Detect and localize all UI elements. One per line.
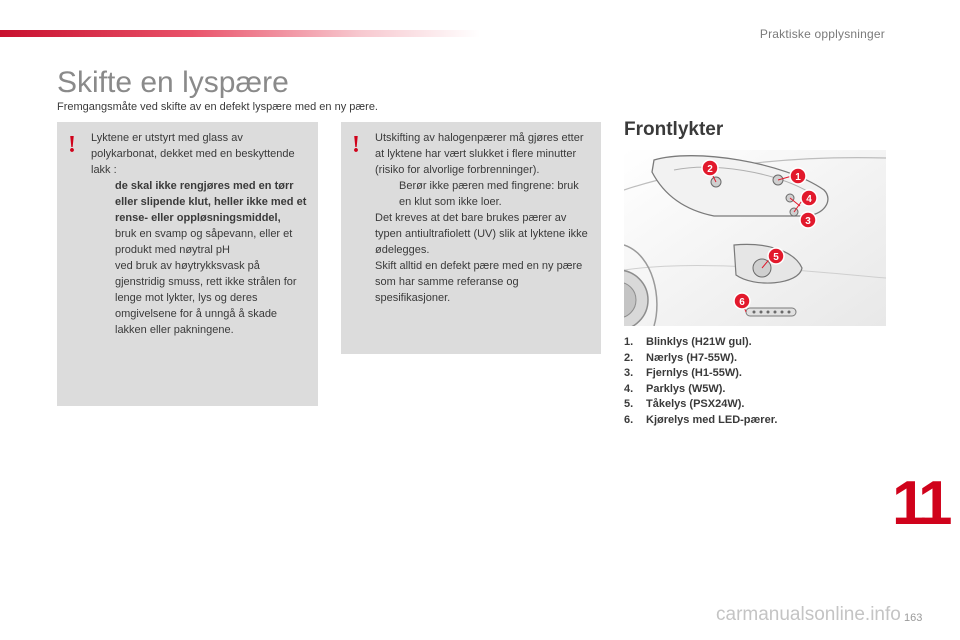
warning-icon: ! [352,132,360,158]
warning-text [91,130,310,338]
list-item [91,226,310,258]
list-item-text: Parklys (W5W). [646,382,726,395]
page-title: Skifte en lyspære [57,66,289,99]
warning-text [375,130,593,306]
warning-intro: Lyktene er utstyrt med glass av polykarbonat, dekket med en beskyttende lakk : [91,132,295,176]
list-item [624,351,777,367]
list-item-number: 4. [624,382,634,395]
list-item [375,178,593,210]
page-number: 163 [904,612,923,624]
list-item [624,335,777,351]
list-item-number: 2. [624,351,634,364]
bullet-marker [91,178,115,226]
list-item-text: Nærlys (H7-55W). [646,351,738,364]
chapter-number: 11 [892,469,948,538]
section-header: Praktiske opplysninger [759,27,885,41]
list-item-text: bruk en svamp og såpevann, eller et produkt med nøytral pH [115,228,293,256]
list-item-number: 5. [624,398,634,410]
warning-intro: Utskifting av halogenpærer må gjøres etter at lyktene har vært slukket i flere minutter (risiko for alvorlige forbrenninger). [375,132,584,176]
list-item [91,178,310,226]
bulb-list [624,335,777,428]
page-subtitle: Fremgangsmåte ved skifte av en defekt lyspære med en ny pære. [57,101,378,113]
list-item-text: Tåkelys (PSX24W). [646,398,745,410]
callout-2 [702,160,718,176]
warning-paragraph: Det kreves at det bare brukes pærer av typen antiultrafiolett (UV) slik at lyktene ikke ødelegges. [375,212,588,256]
list-item [624,382,777,398]
callout-number: 1 [795,172,801,183]
list-item-text: ved bruk av høytrykksvask på gjenstridig smuss, rett ikke strålen for lenge mot lykter, lys og deres omgivelsene for å unngå å skade lakken eller pakningene. [115,260,297,336]
warning-box-halogen [341,122,601,354]
list-item [624,366,777,382]
callout-number: 6 [739,297,745,308]
headlamp-diagram [624,150,886,326]
callout-4 [801,190,817,206]
watermark: carmanualsonline.info [716,604,901,625]
callout-3 [800,212,816,228]
callout-number: 4 [806,194,812,205]
callout-5 [768,248,784,264]
list-item [91,258,310,338]
callout-number: 3 [805,216,811,227]
list-item-number: 1. [624,336,634,348]
list-item-text: Blinklys (H21W gul). [646,336,752,348]
warning-paragraph: Skift alltid en defekt pære med en ny pære som har samme referanse og spesifikasjoner. [375,260,583,304]
bullet-marker [91,258,115,338]
callout-6 [734,293,750,309]
list-item [624,397,777,413]
frontlights-title: Frontlykter [624,119,724,140]
list-item-number: 6. [624,413,634,426]
list-item-text: Kjørelys med LED-pærer. [646,413,778,426]
warning-box-lens-care [57,122,318,406]
callout-1 [790,168,806,184]
list-item-text: de skal ikke rengjøres med en tørr eller slipende klut, heller ikke med et rense- eller oppløsningsmiddel, [115,180,307,224]
callout-number: 5 [773,252,779,263]
bullet-marker [375,178,399,210]
header-accent-bar [0,30,480,37]
list-item-number: 3. [624,367,634,379]
bullet-marker [91,226,115,258]
callout-number: 2 [707,164,713,175]
list-item-text: Fjernlys (H1-55W). [646,367,742,379]
list-item [624,413,777,429]
list-item-text: Berør ikke pæren med fingrene: bruk en klut som ikke loer. [399,180,579,208]
warning-icon: ! [68,132,76,158]
